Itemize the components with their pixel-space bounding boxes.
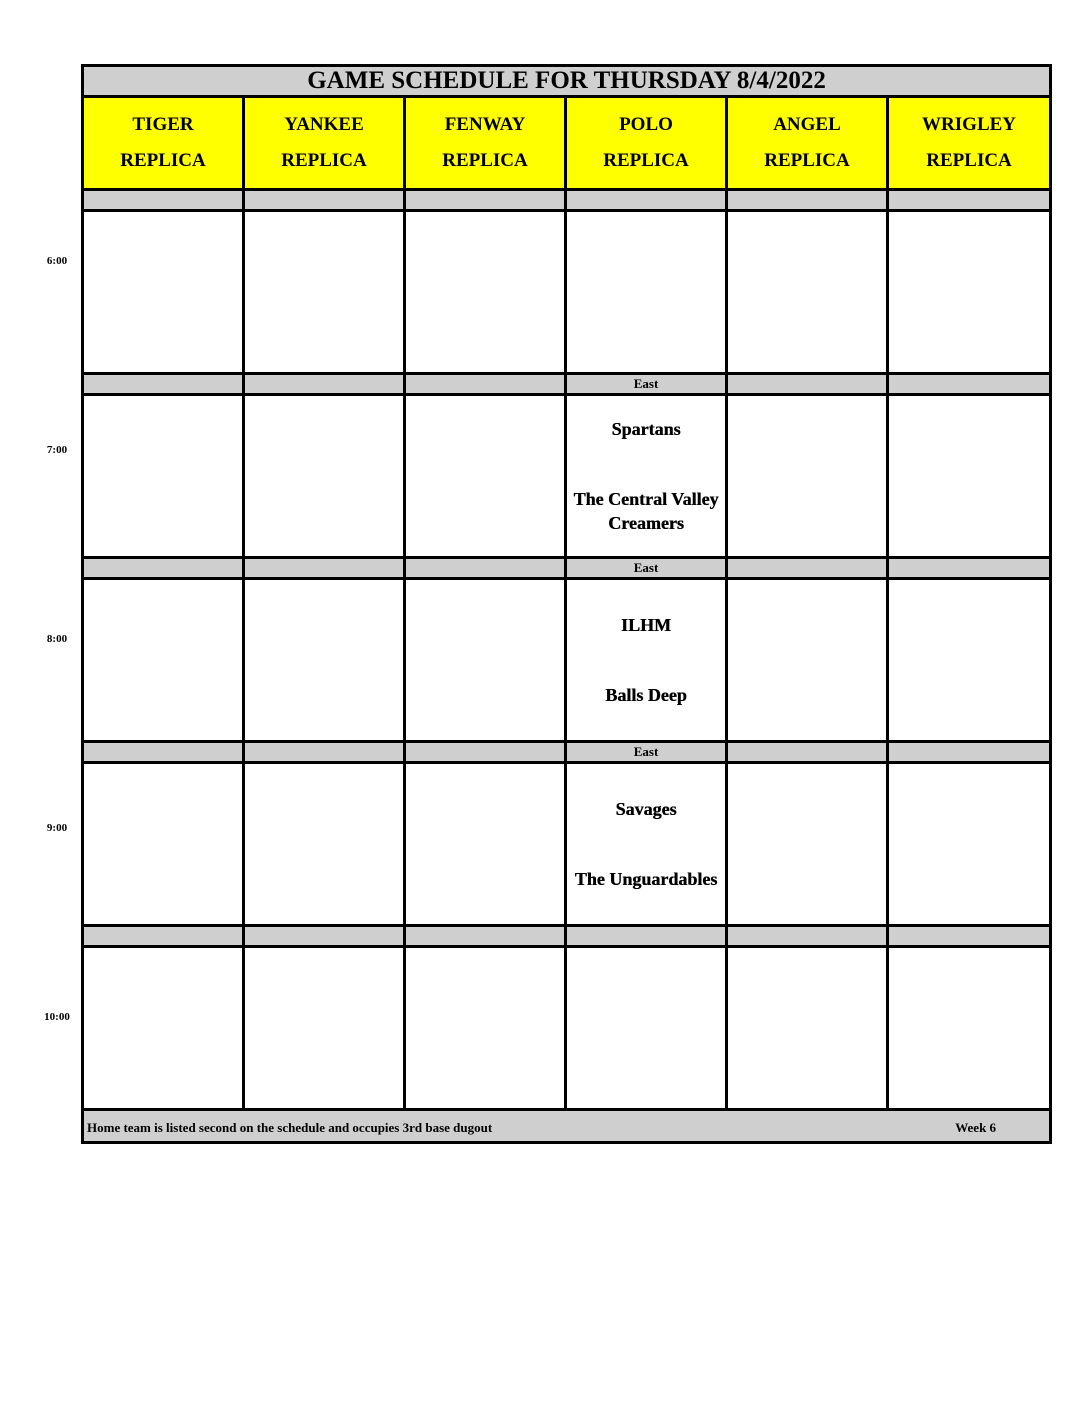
game-cell bbox=[566, 211, 727, 374]
slot-division-label bbox=[83, 374, 244, 395]
game-cell bbox=[244, 211, 405, 374]
game-cell bbox=[244, 763, 405, 926]
game-cell bbox=[888, 395, 1051, 558]
slot-division-label bbox=[244, 926, 405, 947]
game-cell bbox=[888, 579, 1051, 742]
game-cell bbox=[405, 395, 566, 558]
field-sub: REPLICA bbox=[120, 150, 206, 171]
slot-division-label: East bbox=[566, 742, 727, 763]
home-team: Balls Deep bbox=[605, 685, 687, 705]
slot-division-label bbox=[244, 190, 405, 211]
slot-division-label bbox=[727, 374, 888, 395]
slot-label-row bbox=[83, 374, 1051, 395]
home-team: The Central Valley Creamers bbox=[573, 489, 719, 533]
slot-division-label bbox=[405, 190, 566, 211]
game-cell bbox=[888, 763, 1051, 926]
slot-division-label: East bbox=[566, 374, 727, 395]
field-sub: REPLICA bbox=[764, 150, 850, 171]
field-sub: REPLICA bbox=[603, 150, 689, 171]
game-cell bbox=[405, 763, 566, 926]
game-cell bbox=[566, 763, 727, 926]
field-header-tiger bbox=[83, 97, 244, 190]
game-cell bbox=[83, 947, 244, 1110]
game-cell bbox=[727, 947, 888, 1110]
game-cell bbox=[405, 947, 566, 1110]
field-name: ANGEL bbox=[773, 114, 841, 135]
slot-division-label bbox=[888, 558, 1051, 579]
schedule-title: GAME SCHEDULE FOR THURSDAY 8/4/2022 bbox=[83, 66, 1051, 97]
away-team: ILHM bbox=[620, 615, 671, 635]
time-label-10-00: 10:00 bbox=[44, 1011, 70, 1023]
field-sub: REPLICA bbox=[281, 150, 367, 171]
schedule-footer bbox=[83, 1110, 1051, 1143]
slot-division-label bbox=[244, 374, 405, 395]
time-label-6-00: 6:00 bbox=[46, 255, 68, 267]
slot-division-label bbox=[244, 742, 405, 763]
time-label-9-00: 9:00 bbox=[46, 822, 68, 834]
game-cell bbox=[83, 763, 244, 926]
field-header-wrigley bbox=[888, 97, 1051, 190]
slot-division-label bbox=[727, 190, 888, 211]
field-sub: REPLICA bbox=[442, 150, 528, 171]
slot-division-label bbox=[405, 558, 566, 579]
slot-division-label: East bbox=[566, 558, 727, 579]
slot-division-label bbox=[727, 742, 888, 763]
away-team: Spartans bbox=[611, 419, 681, 439]
field-header-fenway bbox=[405, 97, 566, 190]
game-cell bbox=[888, 211, 1051, 374]
slot-game-row bbox=[83, 211, 1051, 374]
field-name: YANKEE bbox=[284, 114, 364, 135]
slot-division-label bbox=[83, 190, 244, 211]
slot-division-label bbox=[83, 742, 244, 763]
slot-game-row bbox=[83, 395, 1051, 558]
game-cell bbox=[566, 395, 727, 558]
game-cell bbox=[244, 947, 405, 1110]
time-label-7-00: 7:00 bbox=[46, 444, 68, 456]
footer-note: Home team is listed second on the schedule and occupies 3rd base dugout bbox=[87, 1120, 493, 1135]
slot-label-row bbox=[83, 558, 1051, 579]
slot-label-row bbox=[83, 742, 1051, 763]
field-header-angel bbox=[727, 97, 888, 190]
game-cell bbox=[83, 211, 244, 374]
slot-division-label bbox=[405, 926, 566, 947]
slot-division-label bbox=[888, 374, 1051, 395]
slot-label-row bbox=[83, 926, 1051, 947]
field-name: POLO bbox=[619, 114, 673, 135]
game-cell bbox=[888, 947, 1051, 1110]
slot-division-label bbox=[566, 190, 727, 211]
game-cell bbox=[727, 211, 888, 374]
slot-game-row bbox=[83, 763, 1051, 926]
slot-division-label bbox=[888, 190, 1051, 211]
field-name: FENWAY bbox=[444, 114, 526, 135]
game-cell bbox=[405, 579, 566, 742]
game-cell bbox=[244, 579, 405, 742]
slot-division-label bbox=[566, 926, 727, 947]
field-sub: REPLICA bbox=[926, 150, 1012, 171]
slot-division-label bbox=[83, 558, 244, 579]
footer-week: Week 6 bbox=[955, 1120, 997, 1135]
field-header-yankee bbox=[244, 97, 405, 190]
slot-game-row bbox=[83, 947, 1051, 1110]
away-team: Savages bbox=[615, 799, 677, 819]
slot-division-label bbox=[244, 558, 405, 579]
game-cell bbox=[727, 763, 888, 926]
slot-label-row bbox=[83, 190, 1051, 211]
schedule-table bbox=[81, 64, 1052, 1144]
game-cell bbox=[727, 579, 888, 742]
slot-division-label bbox=[727, 926, 888, 947]
slot-game-row bbox=[83, 579, 1051, 742]
slot-division-label bbox=[83, 926, 244, 947]
game-cell bbox=[566, 947, 727, 1110]
field-header-polo bbox=[566, 97, 727, 190]
slot-division-label bbox=[405, 742, 566, 763]
game-cell bbox=[83, 579, 244, 742]
game-cell bbox=[727, 395, 888, 558]
slot-division-label bbox=[888, 742, 1051, 763]
slot-division-label bbox=[405, 374, 566, 395]
slot-division-label bbox=[727, 558, 888, 579]
game-cell bbox=[244, 395, 405, 558]
schedule-sheet bbox=[81, 64, 1049, 1144]
field-name: TIGER bbox=[132, 114, 194, 135]
field-header-row bbox=[83, 97, 1051, 190]
game-cell bbox=[405, 211, 566, 374]
field-name: WRIGLEY bbox=[922, 114, 1017, 135]
home-team: The Unguardables bbox=[574, 869, 718, 889]
slot-division-label bbox=[888, 926, 1051, 947]
game-cell bbox=[566, 579, 727, 742]
game-cell bbox=[83, 395, 244, 558]
time-label-8-00: 8:00 bbox=[46, 633, 68, 645]
